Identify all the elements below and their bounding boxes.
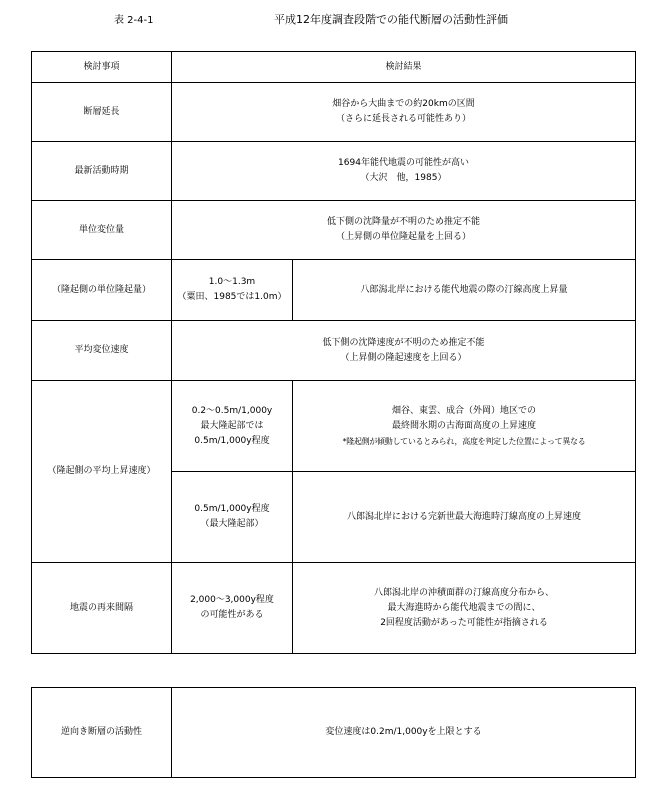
result-line: （さらに延長される可能性あり）: [336, 114, 472, 124]
result-line: 1694年能代地震の可能性が高い: [338, 158, 469, 168]
table-row: [32, 688, 636, 778]
row-value: [172, 260, 293, 321]
row-label: （隆起側の平均上昇速度）: [32, 381, 172, 563]
table-row: [32, 83, 636, 142]
value-line: 2,000～3,000y程度: [190, 595, 274, 605]
result-line: （大沢 他，1985）: [360, 173, 447, 183]
row-result: [172, 201, 636, 260]
row-value: [172, 563, 293, 654]
note-line: 最終間氷期の古海面高度の上昇速度: [392, 420, 537, 431]
note-line: *隆起側が傾動しているとみられ，高度を判定した位置によって異なる: [342, 436, 586, 446]
table-title: 平成12年度調査段階での能代断層の活動性評価: [274, 13, 508, 26]
row-label: （隆起側の単位隆起量）: [32, 260, 172, 321]
row-note: 八郎潟北岸における完新世最大海進時汀線高度の上昇速度: [293, 472, 636, 563]
table-row: [32, 201, 636, 260]
header-item: 検討事項: [32, 52, 172, 83]
table-header-row: [32, 52, 636, 83]
row-note: [293, 563, 636, 654]
table-row: [32, 321, 636, 381]
note-line: 畑谷、東雲、成合（外岡）地区での: [392, 405, 537, 416]
note-line: 2回程度活動があった可能性が指摘される: [380, 617, 548, 628]
result-line: 低下側の沈降速度が不明のため推定不能: [322, 337, 485, 348]
result-line: （上昇側の隆起速度を上回る）: [340, 352, 467, 363]
header-result: 検討結果: [172, 52, 636, 83]
note-line: 最大海進時から能代地震までの間に、: [387, 602, 541, 613]
row-label: 単位変位量: [32, 201, 172, 260]
table-row: [32, 260, 636, 321]
note-line: 八郎潟北岸の沖積面群の汀線高度分布から、: [374, 587, 555, 598]
table-row: [32, 381, 636, 472]
table-row: [32, 142, 636, 201]
result-line: 低下側の沈降量が不明のため推定不能: [327, 217, 481, 227]
row-label: 逆向き断層の活動性: [32, 688, 172, 778]
row-result: [172, 321, 636, 381]
table-caption: 表 2-4-1: [114, 15, 154, 26]
result-line: 畑谷から大曲までの約20kmの区間: [332, 99, 475, 109]
table-row: [32, 563, 636, 654]
value-line: 0.5m/1,000y程度: [194, 504, 270, 514]
value-line: （最大隆起部）: [200, 519, 264, 529]
value-line: の可能性がある: [200, 610, 264, 620]
value-line: 1.0～1.3m: [208, 277, 256, 287]
row-label: 断層延長: [32, 83, 172, 142]
row-note: 八郎潟北岸における能代地震の際の汀線高度上昇量: [293, 260, 636, 321]
value-line: 最大隆起部では: [200, 420, 264, 431]
evaluation-table: [31, 51, 636, 654]
row-label: 平均変位速度: [32, 321, 172, 381]
row-note: [293, 381, 636, 472]
row-label: 地震の再来間隔: [32, 563, 172, 654]
row-result: [172, 142, 636, 201]
value-line: （粟田、1985では1.0m）: [177, 292, 287, 302]
value-line: 0.5m/1,000y程度: [194, 435, 270, 446]
row-value: [172, 381, 293, 472]
row-label: 最新活動時期: [32, 142, 172, 201]
result-line: （上昇側の単位隆起量を上回る）: [336, 232, 472, 242]
row-result: 変位速度は0.2m/1,000yを上限とする: [172, 688, 636, 778]
value-line: 0.2～0.5m/1,000y: [191, 405, 273, 416]
reverse-fault-table: [31, 687, 636, 778]
row-result: [172, 83, 636, 142]
row-value: [172, 472, 293, 563]
